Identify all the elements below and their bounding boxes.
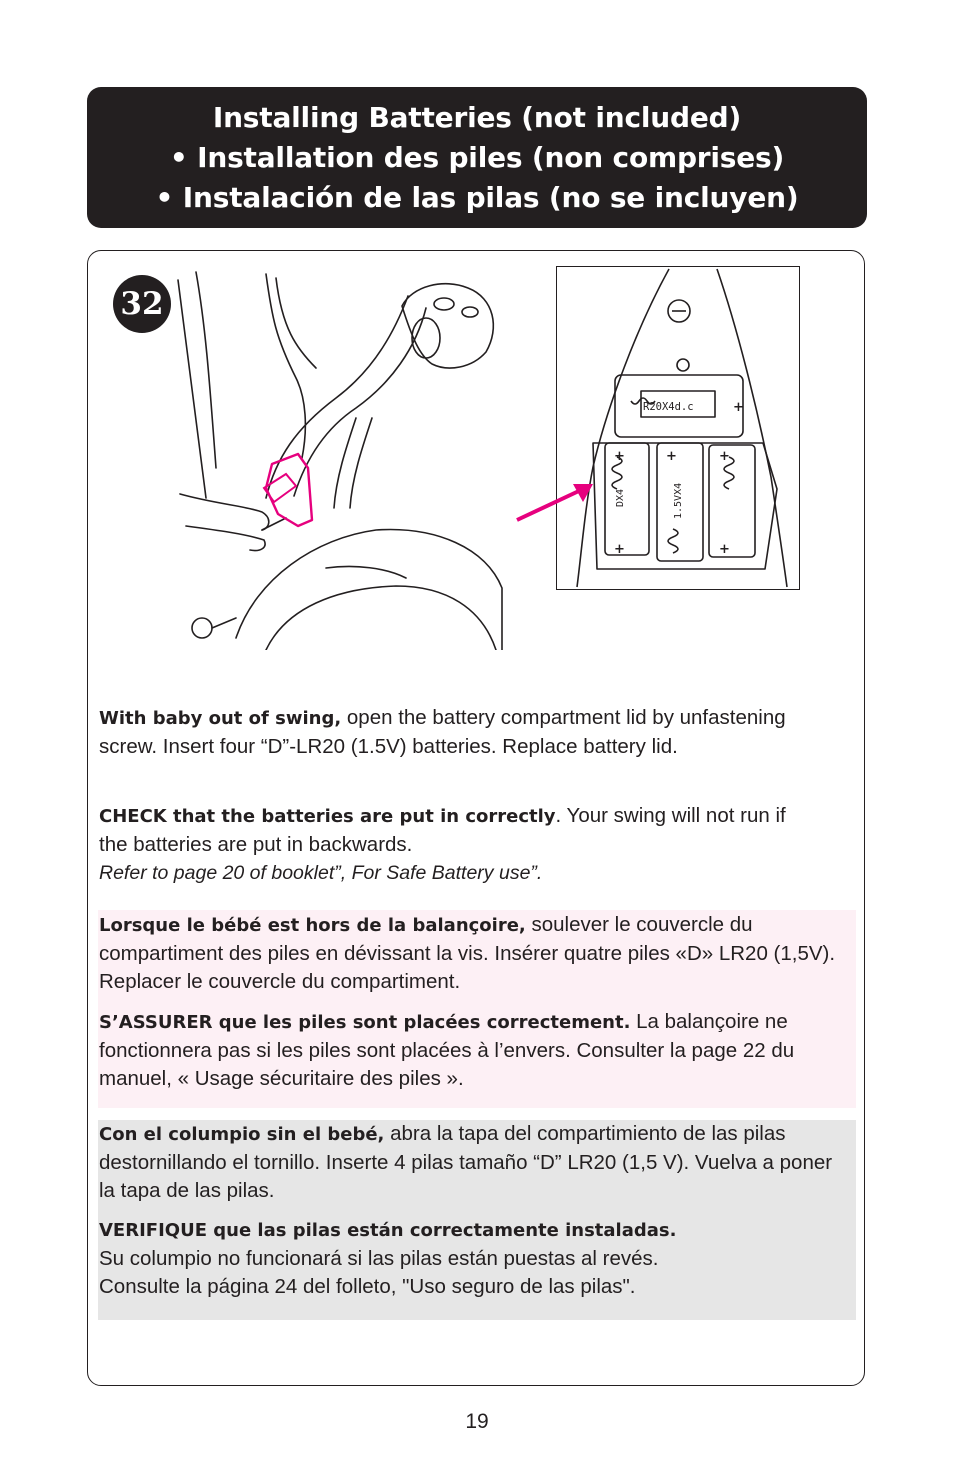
battery-label-left: DX4 (615, 488, 626, 507)
step-number-badge: 32 (113, 275, 171, 333)
title-line-french: • Installation des piles (non comprises) (169, 140, 785, 174)
svg-text:+: + (719, 449, 730, 464)
french-instruction (99, 911, 844, 996)
english-instruction (99, 704, 844, 761)
english-warning-text: . Your swing will not run if the batteries are put in backwards. (99, 804, 786, 856)
pointer-arrow (515, 480, 595, 525)
spanish-warning-line1: Su columpio no funcionará si las pilas están puestas al revés. (99, 1247, 659, 1270)
spanish-heading: Con el columpio sin el bebé, (99, 1124, 385, 1145)
battery-label-mid: 1.5VX4 (673, 482, 684, 519)
battery-label-top: R20X4d.c (643, 401, 694, 413)
svg-text:+: + (614, 542, 625, 557)
english-heading: With baby out of swing, (99, 708, 342, 729)
battery-compartment-illustration (556, 266, 800, 590)
title-banner (87, 87, 867, 228)
svg-text:+: + (666, 449, 677, 464)
english-text: open the battery compartment lid by unfastening screw. Insert four “D”-LR20 (1.5V) batteries. Replace battery lid. (99, 706, 786, 758)
french-warning-text: La balançoire ne fonctionnera pas si les piles sont placées à l’envers. Consulter la page 22 du manuel, « Usage sécuritaire des piles ». (99, 1010, 795, 1090)
english-reference: Refer to page 20 of booklet”, For Safe Battery use”. (99, 862, 543, 884)
english-warning (99, 802, 799, 887)
spanish-text: abra la tapa del compartimiento de las pilas destornillando el tornillo. Inserte 4 pilas tamaño “D” LR20 (1,5 V). Vuelva a poner la tapa de las pilas. (99, 1122, 833, 1202)
swing-illustration (176, 268, 504, 650)
svg-text:+: + (719, 542, 730, 557)
spanish-warning (99, 1216, 844, 1301)
title-line-spanish: • Instalación de las pilas (no se incluyen) (155, 180, 799, 214)
french-warning-heading: S’ASSURER que les piles sont placées correctement. (99, 1012, 631, 1033)
svg-text:+: + (733, 400, 744, 415)
french-heading: Lorsque le bébé est hors de la balançoire, (99, 915, 526, 936)
french-text: soulever le couvercle du compartiment des piles en dévissant la vis. Insérer quatre piles «D» LR20 (1,5V). Replacer le couvercle du compartiment. (99, 913, 836, 993)
title-line-english: Installing Batteries (not included) (212, 100, 742, 134)
page-number: 19 (465, 1410, 489, 1433)
french-warning (99, 1008, 844, 1093)
spanish-instruction (99, 1120, 844, 1205)
svg-text:+: + (614, 449, 625, 464)
spanish-warning-heading: VERIFIQUE que las pilas están correctamente instaladas. (99, 1220, 677, 1241)
spanish-warning-line2: Consulte la página 24 del folleto, "Uso seguro de las pilas". (99, 1275, 636, 1298)
english-warning-heading: CHECK that the batteries are put in correctly (99, 806, 556, 827)
